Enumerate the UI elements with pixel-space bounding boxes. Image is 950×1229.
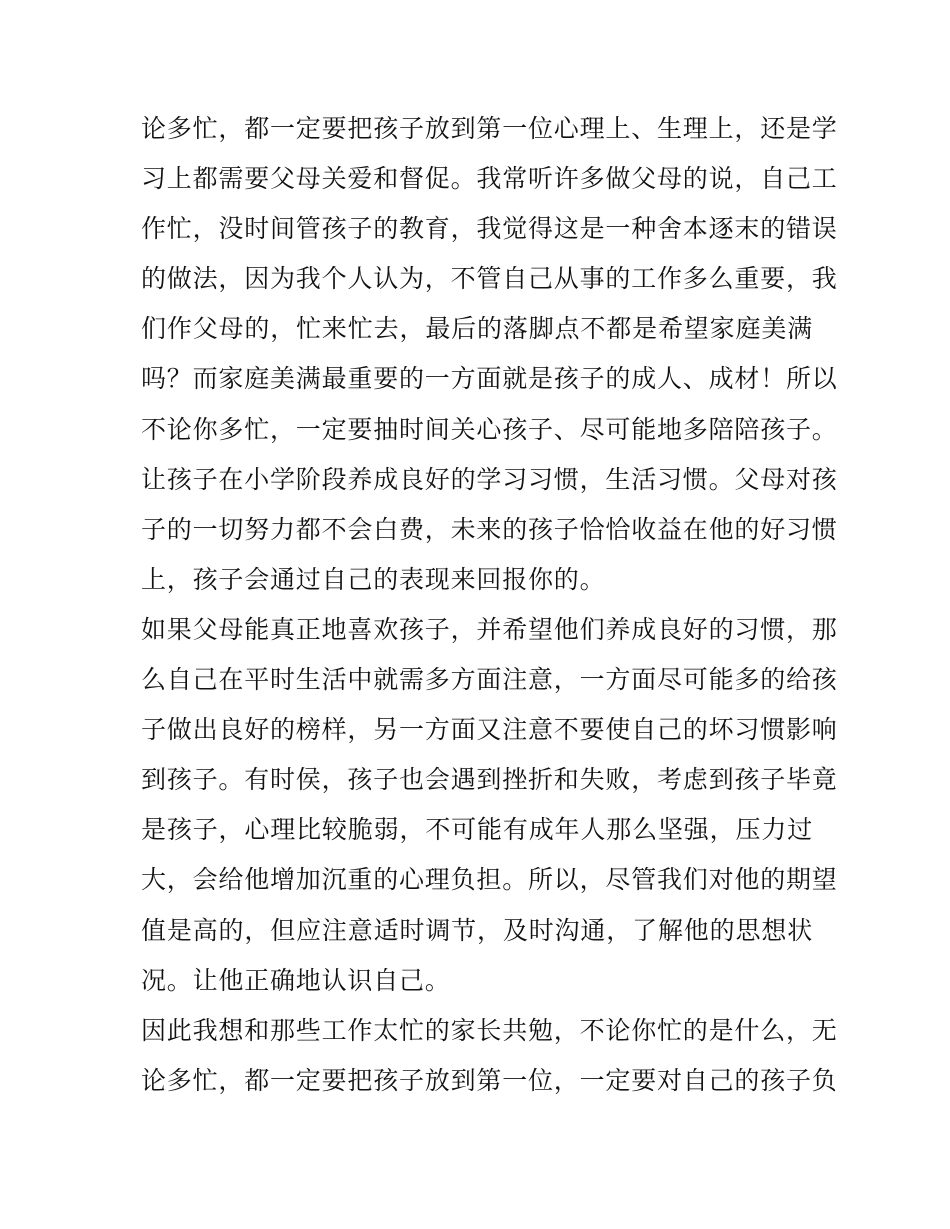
text-line-16: 大，会给他增加沉重的心理负担。所以，尽管我们对他的期望 bbox=[141, 865, 838, 895]
document-body-text bbox=[141, 104, 838, 1106]
text-line-17: 值是高的，但应注意适时调节，及时沟通，了解他的思想状 bbox=[141, 915, 813, 945]
text-line-3: 作忙，没时间管孩子的教育，我觉得这是一种舍本逐末的错误 bbox=[141, 214, 838, 244]
text-line-5: 们作父母的，忙来忙去，最后的落脚点不都是希望家庭美满 bbox=[141, 314, 813, 344]
text-line-1: 论多忙，都一定要把孩子放到第一位心理上、生理上，还是学 bbox=[141, 114, 838, 143]
text-line-20: 论多忙，都一定要把孩子放到第一位，一定要对自己的孩子负 bbox=[141, 1065, 838, 1095]
text-line-9: 子的一切努力都不会白费，未来的孩子恰恰收益在他的好习惯 bbox=[141, 514, 838, 544]
text-line-15: 是孩子，心理比较脆弱，不可能有成年人那么坚强，压力过 bbox=[141, 815, 813, 845]
text-line-2: 习上都需要父母关爱和督促。我常听许多做父母的说，自己工 bbox=[141, 164, 838, 194]
text-line-19: 因此我想和那些工作太忙的家长共勉，不论你忙的是什么，无 bbox=[141, 1015, 838, 1045]
text-line-12: 么自己在平时生活中就需多方面注意，一方面尽可能多的给孩 bbox=[141, 665, 838, 695]
text-line-14: 到孩子。有时侯，孩子也会遇到挫折和失败，考虑到孩子毕竟 bbox=[141, 765, 838, 795]
text-line-10: 上，孩子会通过自己的表现来回报你的。 bbox=[141, 564, 606, 594]
text-line-18: 况。让他正确地认识自己。 bbox=[141, 965, 451, 995]
text-line-8: 让孩子在小学阶段养成良好的学习习惯，生活习惯。父母对孩 bbox=[141, 464, 838, 494]
text-line-13: 子做出良好的榜样，另一方面又注意不要使自己的坏习惯影响 bbox=[141, 715, 838, 745]
text-line-4: 的做法，因为我个人认为，不管自己从事的工作多么重要，我 bbox=[141, 264, 838, 294]
text-line-11: 如果父母能真正地喜欢孩子，并希望他们养成良好的习惯，那 bbox=[141, 614, 838, 644]
text-line-6: 吗？而家庭美满最重要的一方面就是孩子的成人、成材！所以 bbox=[141, 364, 838, 394]
text-line-7: 不论你多忙，一定要抽时间关心孩子、尽可能地多陪陪孩子。 bbox=[141, 414, 838, 444]
